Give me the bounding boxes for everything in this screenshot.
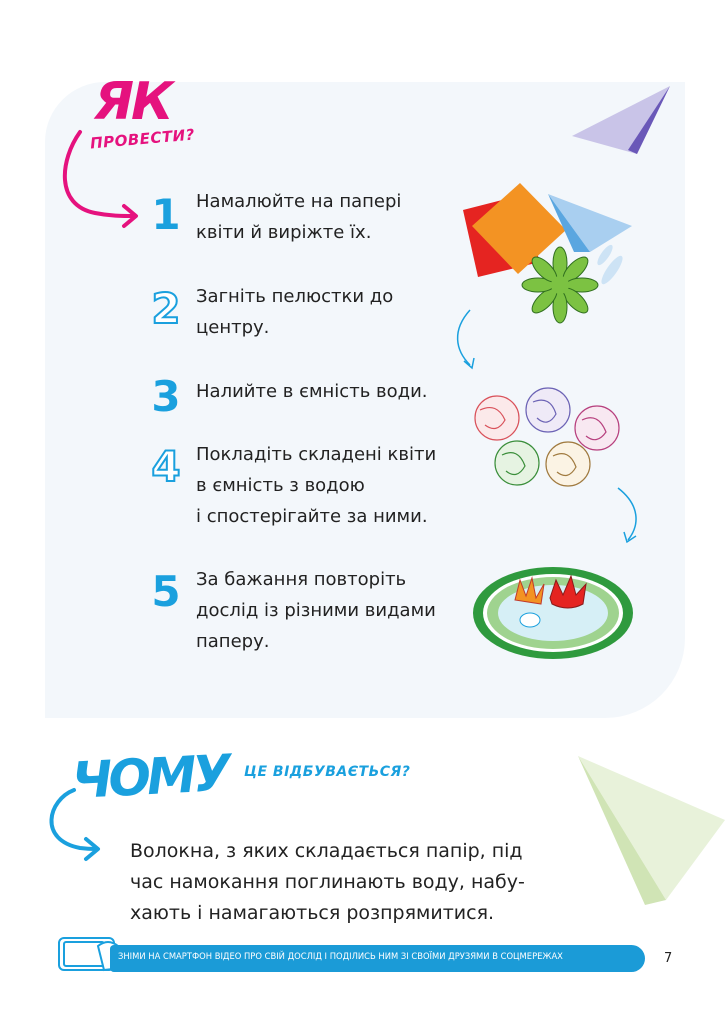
step-5-text: За бажання повторіть дослід із різними видами паперу.	[196, 569, 436, 652]
water-bowl-icon	[473, 567, 633, 659]
step-3-number: 3	[151, 372, 181, 421]
footer-banner-text: ЗНІМИ НА СМАРТФОН ВІДЕО ПРО СВІЙ ДОСЛІД І ПОДІЛИСЬ НИМ ЗІ СВОЇМИ ДРУЗЯМИ В СОЦМЕРЕЖАХ	[118, 951, 563, 961]
explanation-text: Волокна, з яких складається папір, під час намокання поглинають воду, набу- хають і намагаються розпрямитися.	[130, 840, 525, 924]
step-5-number: 5	[151, 567, 181, 616]
page-number: 7	[664, 951, 673, 966]
green-flower-icon	[522, 247, 598, 323]
step-3-text: Налийте в ємність води.	[196, 381, 428, 402]
step-1-number: 1	[151, 190, 181, 239]
folded-flowers-icon	[475, 388, 619, 486]
step-2-text: Загніть пелюстки до центру.	[196, 286, 394, 338]
section-title-why: ЧОМУ	[70, 743, 229, 811]
step-1-text: Намалюйте на папері квіти й виріжте їх.	[196, 191, 402, 243]
section-subtitle-how: ПРОВЕСТИ?	[89, 125, 196, 153]
paper-triangle-icon	[572, 86, 670, 154]
section-subtitle-why: ЦЕ ВІДБУВАЄТЬСЯ?	[244, 764, 411, 780]
step-4-number: 4	[151, 442, 181, 491]
step-4-text: Покладіть складені квіти в ємність з водою і спостерігайте за ними.	[196, 444, 437, 527]
green-paper-triangle-icon	[578, 756, 725, 905]
step-2-number: 2	[151, 284, 181, 333]
section-title-how: ЯК	[94, 72, 171, 132]
